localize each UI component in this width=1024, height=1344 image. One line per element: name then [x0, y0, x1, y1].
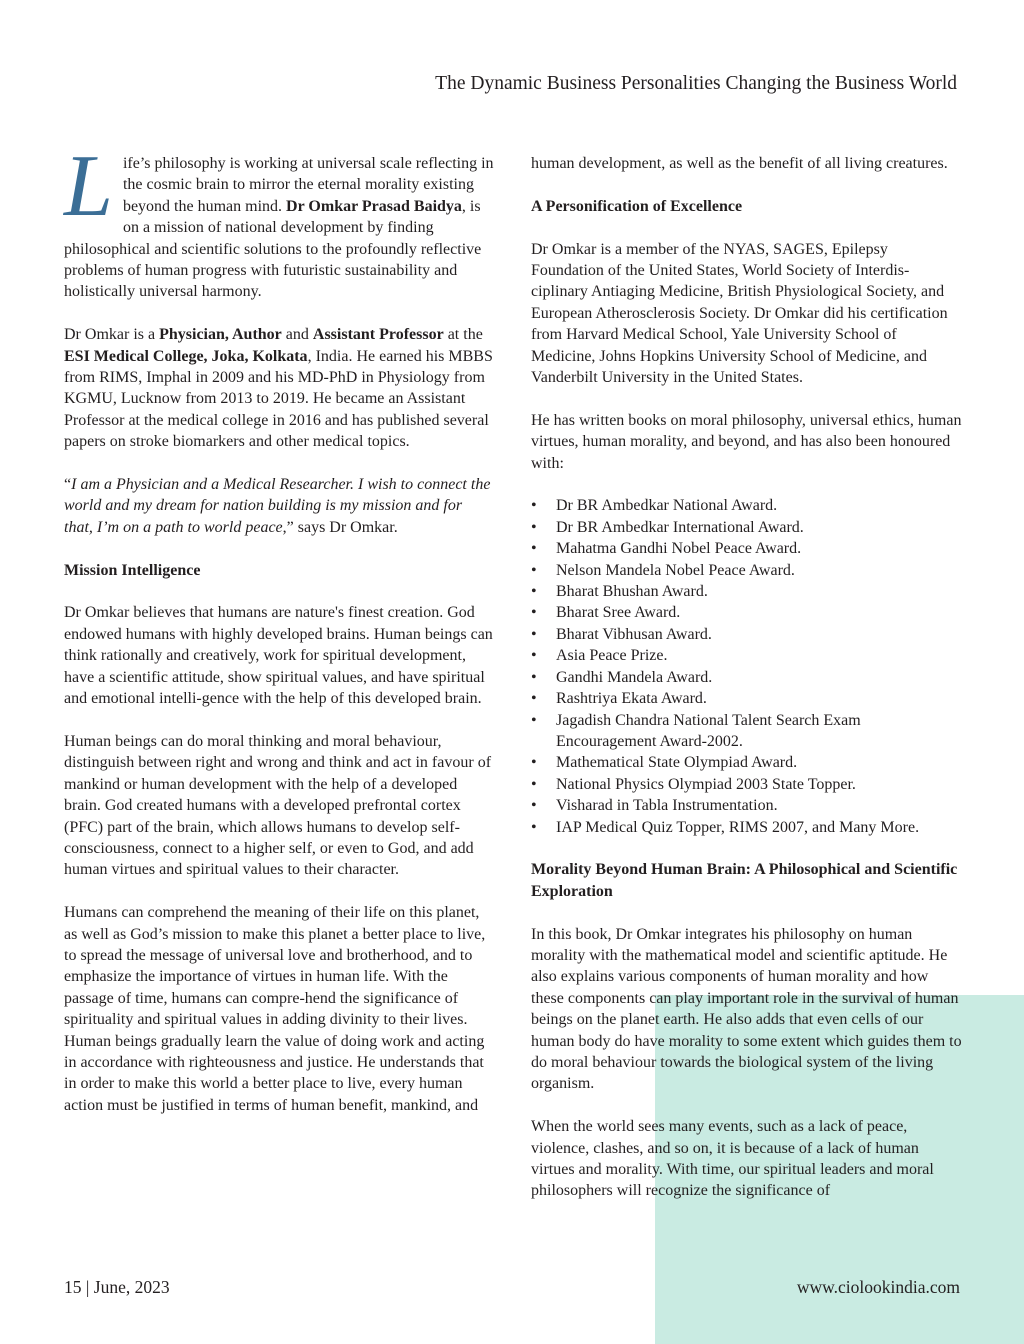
- award-item: • Jagadish Chandra National Talent Search Exam Encouragement Award-2002.: [531, 710, 963, 753]
- bio-text-2: and: [281, 326, 313, 344]
- continued-paragraph: human development, as well as the benefit of all living creatures.: [531, 155, 948, 172]
- award-item: • IAP Medical Quiz Topper, RIMS 2007, and Many More.: [531, 817, 963, 838]
- award-item: • Asia Peace Prize.: [531, 645, 963, 666]
- bio-text-1: Dr Omkar is a: [64, 326, 160, 344]
- mission-paragraph-1: Dr Omkar believes that humans are nature's finest creation. God endowed humans with highly developed brains. Human beings can think rationally and creatively, work for spiritual development, have a scientific attitude, show spiritual values, and have spiritual and emotional intelli-gence with the help of this developed brain.: [64, 604, 493, 708]
- running-header-title: The Dynamic Business Personalities Changing the Business World: [435, 73, 957, 94]
- award-item: • Dr BR Ambedkar International Award.: [531, 517, 963, 538]
- drop-cap-letter: L: [64, 138, 113, 235]
- left-column: [64, 138, 494, 1138]
- bio-institution: ESI Medical College, Joka, Kolkata: [64, 347, 308, 365]
- award-item: • Gandhi Mandela Award.: [531, 667, 963, 688]
- page-number-date: 15 | June, 2023: [64, 1277, 170, 1297]
- award-item: • Nelson Mandela Nobel Peace Award.: [531, 560, 963, 581]
- excellence-heading: A Personification of Excellence: [531, 197, 743, 215]
- book-heading: Morality Beyond Human Brain: A Philosophical and Scientific Exploration: [531, 861, 958, 900]
- intro-paragraph: [64, 138, 494, 303]
- bio-text-4: , India. He earned his MBBS from RIMS, Imphal in 2009 and his MD-PhD in Physiology from KGMU, Lucknow from 2013 to 2019. He became an Assistant Professor at the medical college in 2016 and has published several papers on stroke biomarkers and other medical topics.: [64, 347, 493, 451]
- mission-paragraph-2: Human beings can do moral thinking and moral behaviour, distinguish between right and wrong and think and act in favour of mankind or human development with the help of a developed brain. God created humans with a developed prefrontal cortex (PFC) part of the brain, which allows humans to develop self-consciousness, connect to a higher self, or even to God, and add human virtues and spiritual values to their character.: [64, 732, 492, 879]
- quote-attribution: ,” says Dr Omkar.: [282, 518, 398, 536]
- intro-text-after: , is on a mission of national development by finding philosophical and scientific solutions to the profoundly reflective problems of human progress with futuristic sustainability and holistically universal harmony.: [64, 197, 482, 301]
- excellence-paragraph-2: He has written books on moral philosophy, universal ethics, human virtues, human morality, and beyond, and has also been honoured with:: [531, 411, 962, 472]
- mission-heading: Mission Intelligence: [64, 561, 201, 579]
- book-paragraph-1: In this book, Dr Omkar integrates his philosophy on human morality with the mathematical model and scientific aptitude. He also explains various components of human morality and how these components can play important role in the survival of human beings on the planet earth. He also adds that even cells of our human body do have morality to some extent which guides them to do moral behaviour towards the biological system of the living organism.: [531, 925, 962, 1093]
- bio-role-2: Assistant Professor: [312, 326, 444, 344]
- award-item: • Visharad in Tabla Instrumentation.: [531, 795, 963, 816]
- award-item: • Bharat Sree Award.: [531, 602, 963, 623]
- award-item: • Rashtriya Ekata Award.: [531, 688, 963, 709]
- award-item: • Bharat Bhushan Award.: [531, 581, 963, 602]
- awards-list: [531, 495, 963, 838]
- mission-paragraph-3: Humans can comprehend the meaning of their life on this planet, as well as God’s mission to make this planet a better place to live, to spread the message of universal love and brotherhood, and to emphasize the importance of virtues in human life. With the passage of time, humans can compre-hend the significance of spirituality and spiritual values in adding divinity to their lives. Human beings gradually learn the value of doing work and acting in accordance with righteousness and justice. He understands that in order to make this world a better place to live, every human action must be justified in terms of human benefit, mankind, and: [64, 904, 486, 1114]
- bio-paragraph: [64, 324, 494, 452]
- bio-role-1: Physician, Author: [159, 326, 282, 344]
- award-item: • Mathematical State Olympiad Award.: [531, 752, 963, 773]
- quote-open-mark: “: [64, 476, 72, 494]
- intro-text: ife’s philosophy is working at universal scale reflecting in the cosmic brain to mirror the eternal morality existing beyond the human mind.: [122, 155, 494, 215]
- quote-paragraph: [64, 474, 494, 538]
- website-link[interactable]: www.ciolookindia.com: [796, 1277, 960, 1297]
- quote-text: I am a Physician and a Medical Researcher. I wish to connect the world and my dream for nation building is my mission and for that, I’m on a path to world peace: [64, 476, 491, 536]
- intro-name: Dr Omkar Prasad Baidya: [286, 197, 462, 215]
- bio-text-3: at the: [443, 326, 483, 344]
- award-item: • National Physics Olympiad 2003 State Topper.: [531, 774, 963, 795]
- excellence-paragraph-1: Dr Omkar is a member of the NYAS, SAGES, Epilepsy Foundation of the United States, World Society of Interdis-ciplinary Antiaging Medicine, British Physiological Society, and European Atherosclerosis Society. Dr Omkar did his certification from Harvard Medical School, Yale University School of Medicine, Johns Hopkins University School of Medicine, and Vanderbilt University in the United States.: [531, 240, 948, 387]
- award-item: • Mahatma Gandhi Nobel Peace Award.: [531, 538, 963, 559]
- right-column: [531, 153, 963, 1223]
- award-item: • Dr BR Ambedkar National Award.: [531, 495, 963, 516]
- book-paragraph-2: When the world sees many events, such as a lack of peace, violence, clashes, and so on, it is because of a lack of human virtues and morality. With time, our spiritual leaders and moral philosophers will recognize the significance of: [531, 1118, 934, 1200]
- award-item: • Bharat Vibhusan Award.: [531, 624, 963, 645]
